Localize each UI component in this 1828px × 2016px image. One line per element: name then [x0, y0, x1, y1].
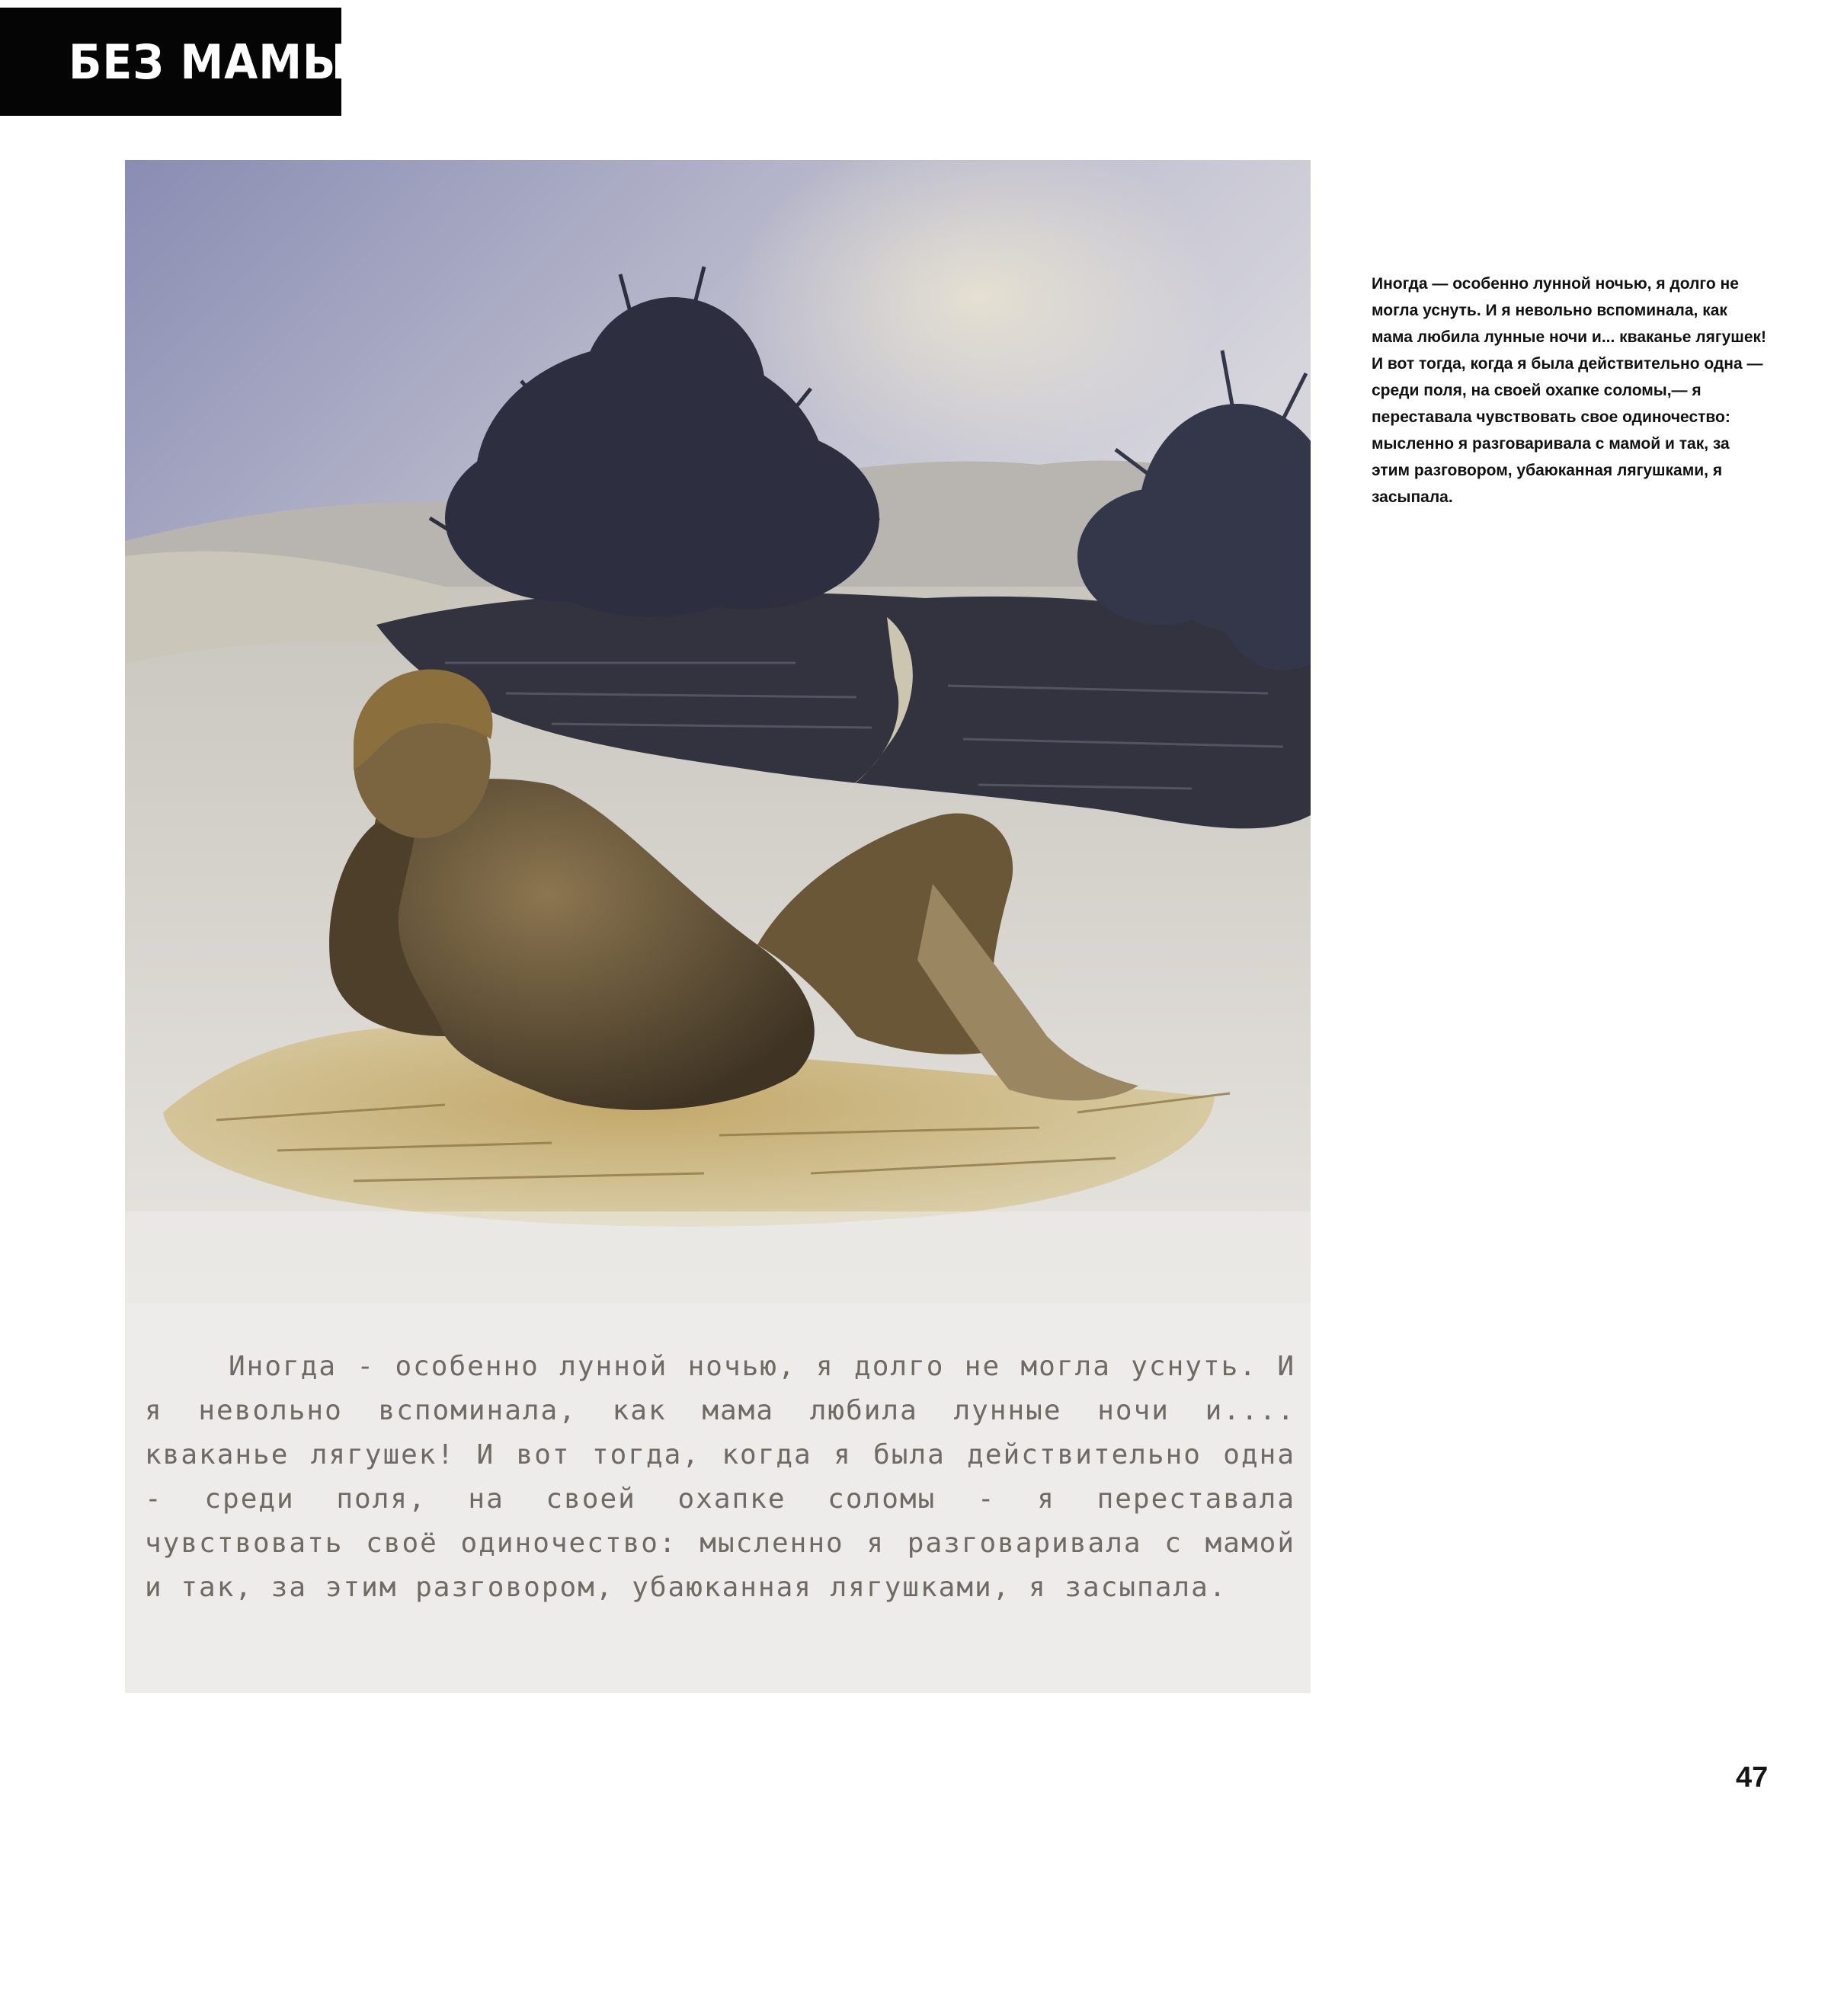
night-pond-drawing — [125, 160, 1311, 1303]
section-title: БЕЗ МАМЫ — [69, 34, 348, 90]
printed-caption: Иногда — особенно лунной ночью, я долго не могла уснуть. И я невольно вспоминала, как мама любила лунные ночи и... кваканье лягушек! И вот тогда, когда я была действительно одна — среди поля, на своей охапке соломы,— я переставала чувствовать свое одиночество: мысленно я разговаривала с мамой и так, за этим разговором, убаюканная лягушками, я засыпала. — [1372, 275, 1766, 506]
illustration — [125, 160, 1311, 1693]
handwritten-caption: Иногда - особенно лунной ночью, я долго не могла уснуть. И я невольно вспоминала, как мама любила лунные ночи и.... кваканье лягушек! И вот тогда, когда я была действительно одна - среди поля, на своей охапке соломы - я переставала чувствовать своё одиночество: мысленно я разговаривала с мамой и так, за этим разговором, убаюканная лягушками, я засыпала. — [145, 1351, 1295, 1603]
drawing-fade — [125, 1211, 1311, 1303]
section-header — [0, 8, 348, 116]
page-number: 47 — [1736, 1762, 1769, 1794]
